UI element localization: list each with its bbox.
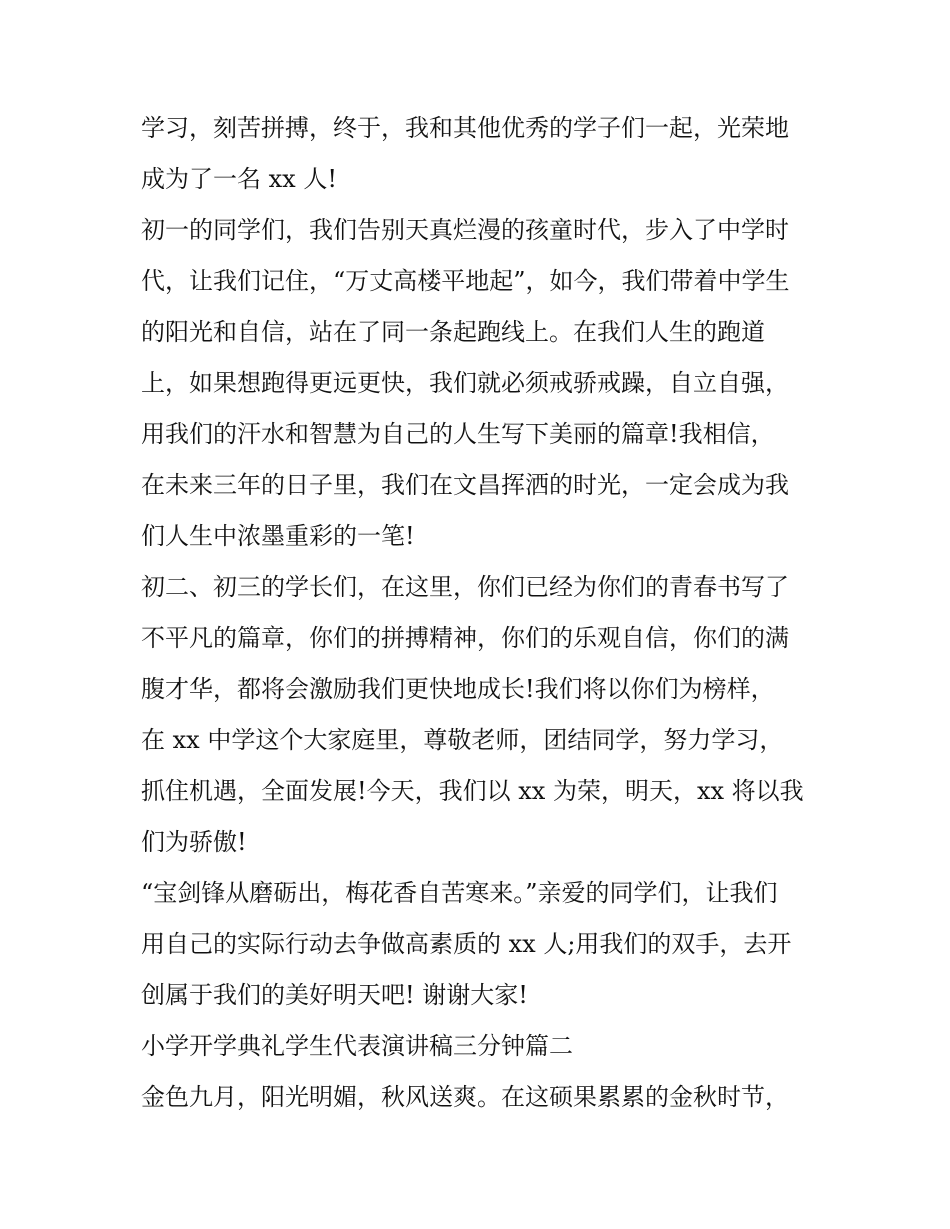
text-line: 初一的同学们，我们告别天真烂漫的孩童时代，步入了中学时 [141, 216, 789, 244]
document-body [141, 103, 821, 1123]
text-line: 不平凡的篇章，你们的拼搏精神，你们的乐观自信，你们的满 [141, 624, 789, 652]
text-line: 金色九月，阳光明媚，秋风送爽。在这硕果累累的金秋时节， [141, 1083, 789, 1111]
text-line: 创属于我们的美好明天吧! 谢谢大家! [141, 981, 528, 1009]
text-line: 腹才华，都将会激励我们更快地成长!我们将以你们为榜样， [141, 675, 775, 703]
text-line: 的阳光和自信，站在了同一条起跑线上。在我们人生的跑道 [141, 318, 765, 346]
text-line: “宝剑锋从磨砺出，梅花香自苦寒来。”亲爱的同学们，让我们 [141, 879, 778, 907]
text-line: 上，如果想跑得更远更快，我们就必须戒骄戒躁，自立自强， [141, 369, 789, 397]
section-heading: 小学开学典礼学生代表演讲稿三分钟篇二 [141, 1032, 573, 1060]
text-line: 用我们的汗水和智慧为自己的人生写下美丽的篇章!我相信， [141, 420, 775, 448]
text-line: 们人生中浓墨重彩的一笔! [141, 522, 415, 550]
text-line: 在未来三年的日子里，我们在文昌挥洒的时光，一定会成为我 [141, 471, 789, 499]
text-line: 抓住机遇，全面发展!今天，我们以 xx 为荣，明天，xx 将以我 [141, 777, 804, 805]
text-line: 在 xx 中学这个大家庭里，尊敬老师，团结同学，努力学习， [141, 726, 784, 754]
text-line: 成为了一名 xx 人! [141, 165, 337, 193]
text-line: 用自己的实际行动去争做高素质的 xx 人;用我们的双手，去开 [141, 930, 792, 958]
text-line: 初二、初三的学长们，在这里，你们已经为你们的青春书写了 [141, 573, 789, 601]
text-line: 代，让我们记住，“万丈高楼平地起”，如今，我们带着中学生 [141, 267, 790, 295]
text-line: 学习，刻苦拼搏，终于，我和其他优秀的学子们一起，光荣地 [141, 114, 789, 142]
text-line: 们为骄傲! [141, 828, 247, 856]
